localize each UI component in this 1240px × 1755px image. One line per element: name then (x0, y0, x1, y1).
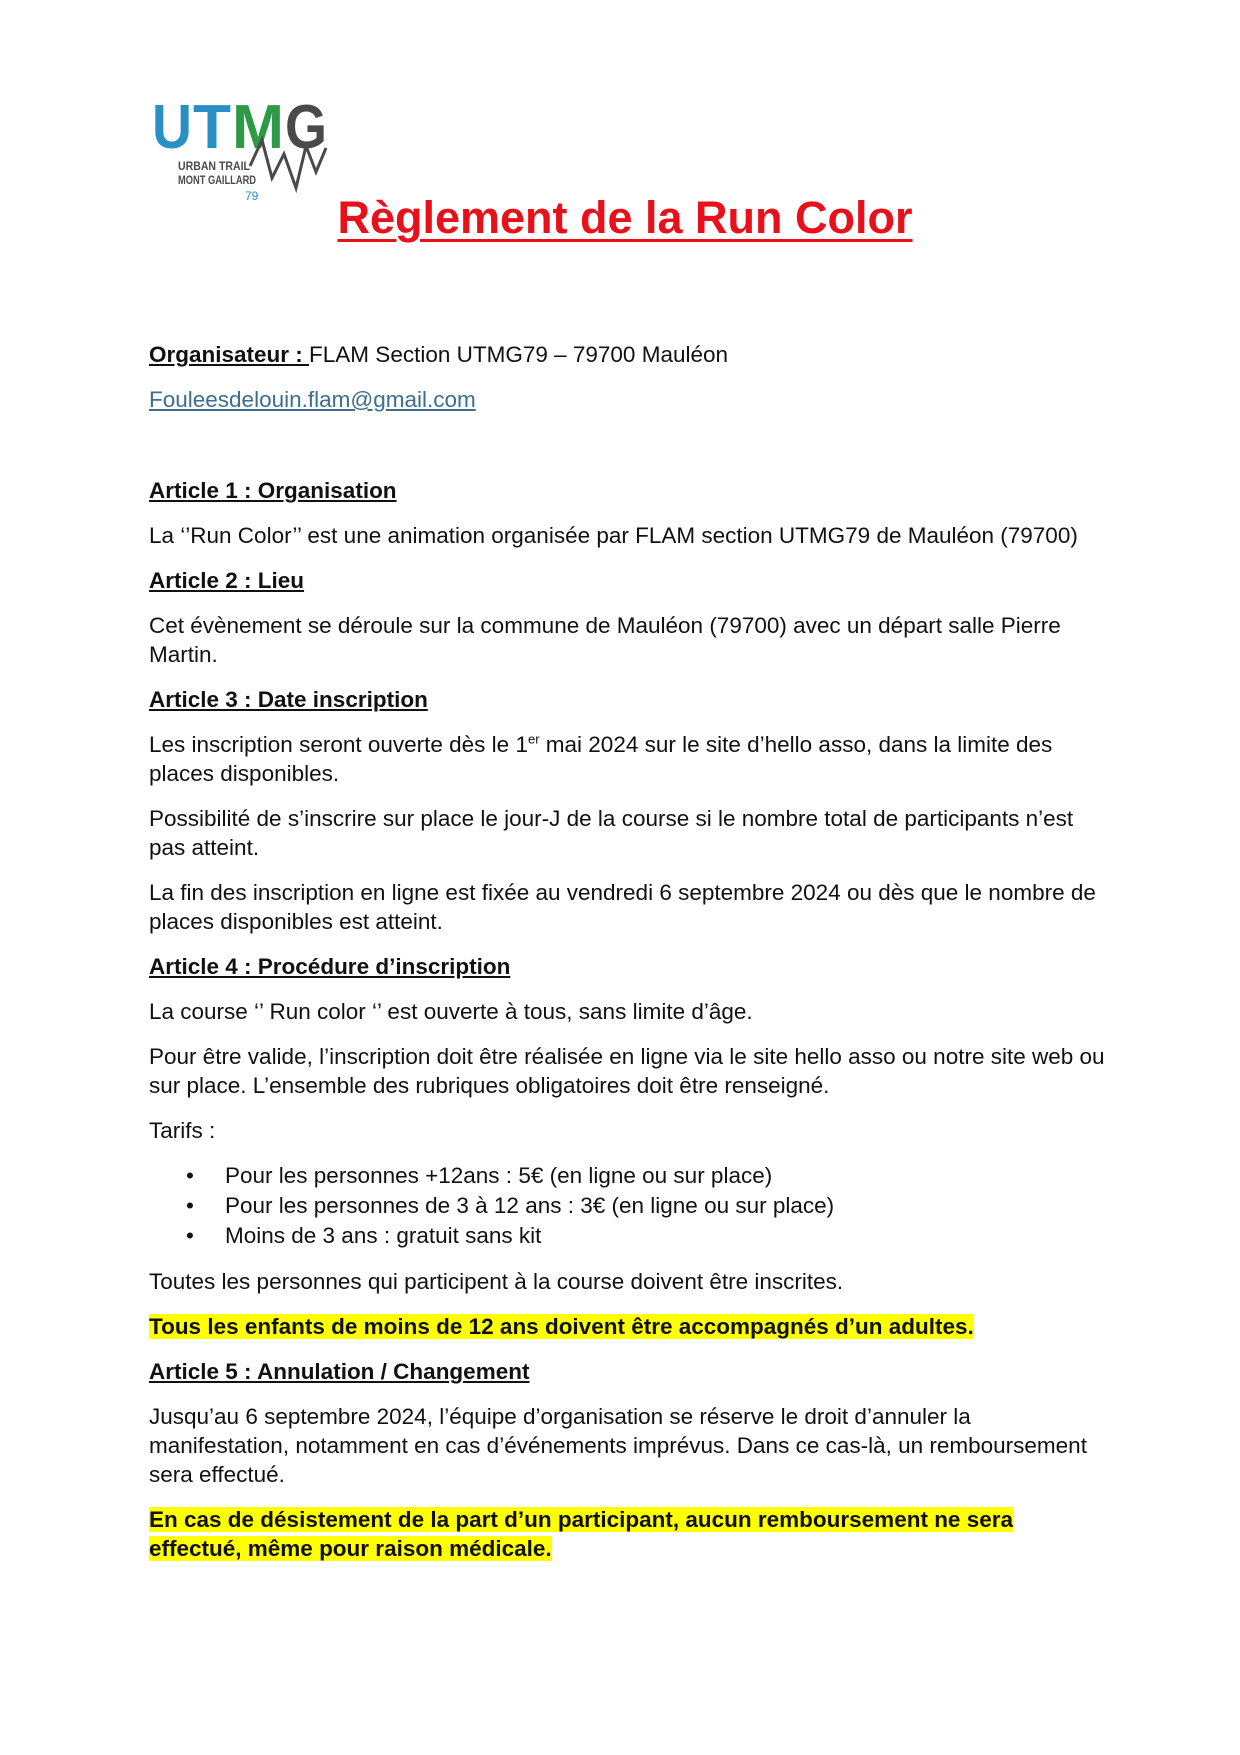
ordinal-suffix: er (527, 731, 540, 747)
logo-subtitle-2: MONT GAILLARD (178, 173, 257, 187)
article-3-p1-start: Les inscription seront ouverte dès le 1 (149, 732, 528, 757)
logo-subtitle-1: URBAN TRAIL (178, 159, 250, 173)
email-line (149, 385, 1109, 414)
bullet-icon: • (186, 1223, 194, 1248)
bullet-icon: • (186, 1193, 194, 1218)
article-1-heading: Article 1 : Organisation (149, 478, 397, 503)
list-item (186, 1221, 1109, 1251)
tarifs-list (149, 1161, 1109, 1251)
article-5-highlight (149, 1505, 1109, 1563)
tarif-text: Moins de 3 ans : gratuit sans kit (225, 1223, 542, 1248)
article-4-paragraph-1: La course ‘’ Run color ‘’ est ouverte à tous, sans limite d’âge. (149, 999, 753, 1024)
article-4-paragraph-3: Toutes les personnes qui participent à la course doivent être inscrites. (149, 1269, 844, 1294)
tarifs-label: Tarifs : (149, 1118, 216, 1143)
page-title: Règlement de la Run Color (337, 192, 913, 243)
article-3-p1-end: mai 2024 sur le site d’hello asso, dans la limite des places disponibles. (149, 732, 1053, 786)
organisateur-line (149, 340, 1109, 369)
article-3-paragraph-2: Possibilité de s’inscrire sur place le jour-J de la course si le nombre total de participants n’est pas atteint. (149, 806, 1074, 860)
highlight-text: En cas de désistement de la part d’un participant, aucun remboursement ne sera effectué, même pour raison médicale. (149, 1507, 1013, 1561)
article-1-text: La ‘’Run Color’’ est une animation organisée par FLAM section UTMG79 de Mauléon (79700) (149, 523, 1078, 548)
email-link[interactable]: Fouleesdelouin.flam@gmail.com (149, 387, 476, 412)
highlight-text: Tous les enfants de moins de 12 ans doivent être accompagnés d’un adultes. (149, 1314, 974, 1339)
article-4-highlight (149, 1312, 1109, 1341)
organisateur-label: Organisateur : (149, 342, 310, 367)
tarif-text: Pour les personnes de 3 à 12 ans : 3€ (en ligne ou sur place) (225, 1193, 835, 1218)
article-4-paragraph-2: Pour être valide, l’inscription doit être réalisée en ligne via le site hello asso ou notre site web ou sur place. L’ensemble des rubriques obligatoires doit être renseigné. (149, 1044, 1105, 1098)
bullet-icon: • (186, 1163, 194, 1188)
list-item (186, 1161, 1109, 1191)
article-5-heading: Article 5 : Annulation / Changement (149, 1359, 530, 1384)
logo-number: 79 (245, 189, 259, 203)
logo-letter-g: G (285, 93, 327, 162)
tarif-text: Pour les personnes +12ans : 5€ (en ligne ou sur place) (225, 1163, 773, 1188)
list-item (186, 1191, 1109, 1221)
organisateur-value: FLAM Section UTMG79 – 79700 Mauléon (309, 342, 729, 367)
logo-letter-u: U (152, 93, 192, 162)
article-5-paragraph-1: Jusqu’au 6 septembre 2024, l’équipe d’organisation se réserve le droit d’annuler la manifestation, notamment en cas d’événements imprévus. Dans ce cas-là, un remboursement sera effectué. (149, 1404, 1087, 1487)
document-body (149, 340, 1109, 1579)
article-3-paragraph-3: La fin des inscription en ligne est fixée au vendredi 6 septembre 2024 ou dès que le nombre de places disponibles est atteint. (149, 880, 1096, 934)
article-2-heading: Article 2 : Lieu (149, 568, 305, 593)
article-3-paragraph-1 (149, 730, 1109, 788)
article-4-heading: Article 4 : Procédure d’inscription (149, 954, 511, 979)
logo-letter-t: T (193, 93, 232, 162)
article-3-heading: Article 3 : Date inscription (149, 687, 428, 712)
article-2-text: Cet évènement se déroule sur la commune de Mauléon (79700) avec un départ salle Pierre Martin. (149, 613, 1061, 667)
logo-letter-m: M (232, 93, 284, 162)
